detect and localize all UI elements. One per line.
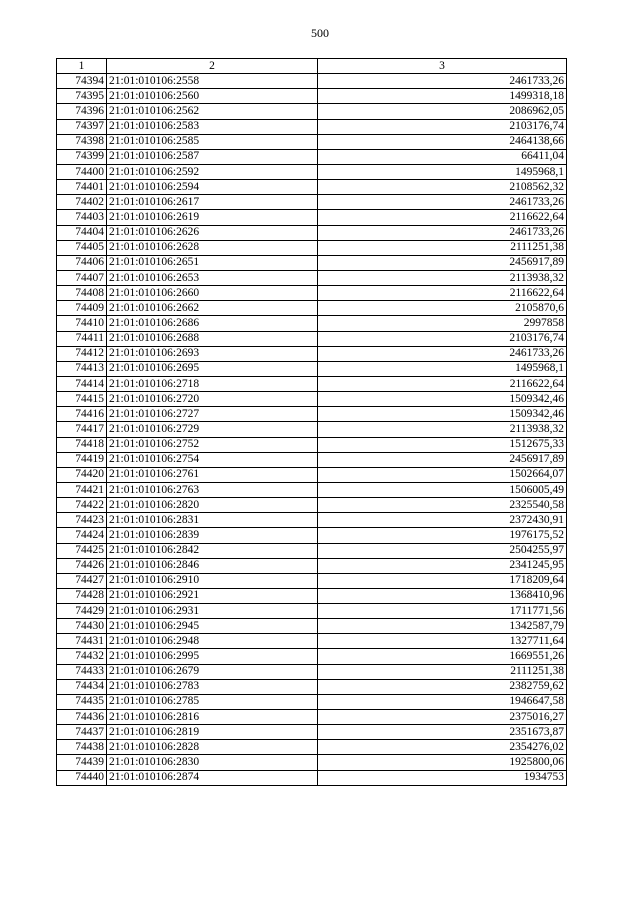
cadastral-value-cell: 2461733,26	[318, 74, 567, 89]
table-row	[57, 134, 567, 149]
row-number-cell: 74434	[57, 679, 107, 694]
column-header-1: 1	[57, 59, 107, 74]
table-row	[57, 225, 567, 240]
row-number-cell: 74397	[57, 119, 107, 134]
row-number-cell: 74412	[57, 346, 107, 361]
cadastral-number-cell: 21:01:010106:2720	[107, 392, 318, 407]
cadastral-value-cell: 2354276,02	[318, 740, 567, 755]
cadastral-value-cell: 1499318,18	[318, 89, 567, 104]
cadastral-value-cell: 2464138,66	[318, 134, 567, 149]
row-number-cell: 74435	[57, 694, 107, 709]
table-row	[57, 104, 567, 119]
table-row	[57, 528, 567, 543]
row-number-cell: 74426	[57, 558, 107, 573]
table-row	[57, 664, 567, 679]
cadastral-number-cell: 21:01:010106:2679	[107, 664, 318, 679]
table-row	[57, 619, 567, 634]
table-row	[57, 573, 567, 588]
row-number-cell: 74417	[57, 422, 107, 437]
table-row	[57, 467, 567, 482]
cadastral-number-cell: 21:01:010106:2560	[107, 89, 318, 104]
cadastral-value-cell: 2456917,89	[318, 255, 567, 270]
table-row	[57, 149, 567, 164]
row-number-cell: 74429	[57, 604, 107, 619]
cadastral-value-cell: 2116622,64	[318, 376, 567, 391]
column-header-2: 2	[107, 59, 318, 74]
cadastral-number-cell: 21:01:010106:2585	[107, 134, 318, 149]
cadastral-value-cell: 1976175,52	[318, 528, 567, 543]
cadastral-number-cell: 21:01:010106:2761	[107, 467, 318, 482]
table-row	[57, 392, 567, 407]
table-row	[57, 346, 567, 361]
cadastral-number-cell: 21:01:010106:2842	[107, 543, 318, 558]
cadastral-value-cell: 1946647,58	[318, 694, 567, 709]
row-number-cell: 74439	[57, 755, 107, 770]
cadastral-number-cell: 21:01:010106:2594	[107, 180, 318, 195]
cadastral-number-cell: 21:01:010106:2583	[107, 119, 318, 134]
table-row	[57, 694, 567, 709]
cadastral-value-cell: 1495968,1	[318, 361, 567, 376]
cadastral-value-cell: 2382759,62	[318, 679, 567, 694]
cadastral-value-cell: 1368410,96	[318, 588, 567, 603]
cadastral-number-cell: 21:01:010106:2729	[107, 422, 318, 437]
cadastral-value-cell: 2105870,6	[318, 301, 567, 316]
row-number-cell: 74425	[57, 543, 107, 558]
cadastral-value-cell: 2111251,38	[318, 240, 567, 255]
cadastral-number-cell: 21:01:010106:2783	[107, 679, 318, 694]
cadastral-number-cell: 21:01:010106:2931	[107, 604, 318, 619]
row-number-cell: 74414	[57, 376, 107, 391]
table-row	[57, 376, 567, 391]
table-row	[57, 255, 567, 270]
table-body	[57, 74, 567, 786]
row-number-cell: 74396	[57, 104, 107, 119]
cadastral-number-cell: 21:01:010106:2819	[107, 725, 318, 740]
table-row	[57, 422, 567, 437]
cadastral-number-cell: 21:01:010106:2831	[107, 513, 318, 528]
cadastral-value-cell: 2103176,74	[318, 119, 567, 134]
row-number-cell: 74420	[57, 467, 107, 482]
cadastral-number-cell: 21:01:010106:2688	[107, 331, 318, 346]
row-number-cell: 74422	[57, 498, 107, 513]
table-row	[57, 301, 567, 316]
cadastral-number-cell: 21:01:010106:2693	[107, 346, 318, 361]
row-number-cell: 74408	[57, 286, 107, 301]
cadastral-number-cell: 21:01:010106:2727	[107, 407, 318, 422]
row-number-cell: 74431	[57, 634, 107, 649]
cadastral-number-cell: 21:01:010106:2945	[107, 619, 318, 634]
cadastral-number-cell: 21:01:010106:2948	[107, 634, 318, 649]
row-number-cell: 74438	[57, 740, 107, 755]
row-number-cell: 74424	[57, 528, 107, 543]
cadastral-number-cell: 21:01:010106:2592	[107, 164, 318, 179]
cadastral-value-cell: 1506005,49	[318, 482, 567, 497]
cadastral-number-cell: 21:01:010106:2660	[107, 286, 318, 301]
cadastral-value-cell: 1502664,07	[318, 467, 567, 482]
cadastral-number-cell: 21:01:010106:2910	[107, 573, 318, 588]
table-row	[57, 89, 567, 104]
row-number-cell: 74440	[57, 770, 107, 785]
cadastral-value-cell: 2116622,64	[318, 286, 567, 301]
table-row	[57, 164, 567, 179]
cadastral-value-cell: 1512675,33	[318, 437, 567, 452]
table-row	[57, 770, 567, 785]
row-number-cell: 74415	[57, 392, 107, 407]
row-number-cell: 74410	[57, 316, 107, 331]
table-row	[57, 270, 567, 285]
cadastral-value-cell: 1509342,46	[318, 407, 567, 422]
row-number-cell: 74399	[57, 149, 107, 164]
row-number-cell: 74404	[57, 225, 107, 240]
row-number-cell: 74401	[57, 180, 107, 195]
table-row	[57, 755, 567, 770]
table-row	[57, 195, 567, 210]
row-number-cell: 74430	[57, 619, 107, 634]
row-number-cell: 74406	[57, 255, 107, 270]
table-row	[57, 604, 567, 619]
cadastral-number-cell: 21:01:010106:2752	[107, 437, 318, 452]
table-row	[57, 407, 567, 422]
row-number-cell: 74418	[57, 437, 107, 452]
row-number-cell: 74413	[57, 361, 107, 376]
cadastral-number-cell: 21:01:010106:2828	[107, 740, 318, 755]
cadastral-value-cell: 2103176,74	[318, 331, 567, 346]
table-row	[57, 543, 567, 558]
row-number-cell: 74416	[57, 407, 107, 422]
row-number-cell: 74402	[57, 195, 107, 210]
table-row	[57, 437, 567, 452]
row-number-cell: 74419	[57, 452, 107, 467]
cadastral-number-cell: 21:01:010106:2839	[107, 528, 318, 543]
row-number-cell: 74407	[57, 270, 107, 285]
row-number-cell: 74400	[57, 164, 107, 179]
table-row	[57, 558, 567, 573]
cadastral-number-cell: 21:01:010106:2686	[107, 316, 318, 331]
cadastral-number-cell: 21:01:010106:2626	[107, 225, 318, 240]
table-row	[57, 331, 567, 346]
cadastral-value-cell: 1711771,56	[318, 604, 567, 619]
cadastral-value-cell: 2504255,97	[318, 543, 567, 558]
cadastral-number-cell: 21:01:010106:2754	[107, 452, 318, 467]
row-number-cell: 74423	[57, 513, 107, 528]
row-number-cell: 74436	[57, 710, 107, 725]
cadastral-value-cell: 2461733,26	[318, 195, 567, 210]
row-number-cell: 74433	[57, 664, 107, 679]
row-number-cell: 74421	[57, 482, 107, 497]
row-number-cell: 74409	[57, 301, 107, 316]
table-row	[57, 240, 567, 255]
cadastral-value-cell: 2997858	[318, 316, 567, 331]
cadastral-value-cell: 2086962,05	[318, 104, 567, 119]
cadastral-value-cell: 2461733,26	[318, 346, 567, 361]
cadastral-number-cell: 21:01:010106:2558	[107, 74, 318, 89]
cadastral-number-cell: 21:01:010106:2874	[107, 770, 318, 785]
cadastral-value-table	[56, 58, 567, 786]
row-number-cell: 74432	[57, 649, 107, 664]
cadastral-number-cell: 21:01:010106:2995	[107, 649, 318, 664]
table-row	[57, 452, 567, 467]
table-row	[57, 513, 567, 528]
cadastral-number-cell: 21:01:010106:2617	[107, 195, 318, 210]
row-number-cell: 74437	[57, 725, 107, 740]
cadastral-value-cell: 2341245,95	[318, 558, 567, 573]
table-row	[57, 588, 567, 603]
table-row	[57, 180, 567, 195]
cadastral-value-cell: 1669551,26	[318, 649, 567, 664]
cadastral-number-cell: 21:01:010106:2718	[107, 376, 318, 391]
table-row	[57, 649, 567, 664]
cadastral-number-cell: 21:01:010106:2587	[107, 149, 318, 164]
cadastral-value-cell: 2375016,27	[318, 710, 567, 725]
cadastral-number-cell: 21:01:010106:2619	[107, 210, 318, 225]
cadastral-value-cell: 1495968,1	[318, 164, 567, 179]
row-number-cell: 74403	[57, 210, 107, 225]
table-row	[57, 119, 567, 134]
row-number-cell: 74405	[57, 240, 107, 255]
cadastral-value-cell: 2108562,32	[318, 180, 567, 195]
row-number-cell: 74394	[57, 74, 107, 89]
table-row	[57, 634, 567, 649]
cadastral-value-cell: 2113938,32	[318, 422, 567, 437]
cadastral-number-cell: 21:01:010106:2653	[107, 270, 318, 285]
cadastral-number-cell: 21:01:010106:2785	[107, 694, 318, 709]
cadastral-value-cell: 1509342,46	[318, 392, 567, 407]
table-row	[57, 710, 567, 725]
cadastral-number-cell: 21:01:010106:2816	[107, 710, 318, 725]
row-number-cell: 74427	[57, 573, 107, 588]
cadastral-value-cell: 1934753	[318, 770, 567, 785]
cadastral-value-cell: 1327711,64	[318, 634, 567, 649]
cadastral-value-cell: 2113938,32	[318, 270, 567, 285]
table-row	[57, 482, 567, 497]
page-number: 500	[311, 26, 329, 40]
cadastral-value-cell: 2461733,26	[318, 225, 567, 240]
cadastral-number-cell: 21:01:010106:2820	[107, 498, 318, 513]
row-number-cell: 74411	[57, 331, 107, 346]
cadastral-number-cell: 21:01:010106:2846	[107, 558, 318, 573]
row-number-cell: 74398	[57, 134, 107, 149]
cadastral-value-cell: 2351673,87	[318, 725, 567, 740]
table-row	[57, 210, 567, 225]
table-row	[57, 286, 567, 301]
cadastral-value-cell: 2116622,64	[318, 210, 567, 225]
table-header-row	[57, 59, 567, 74]
cadastral-number-cell: 21:01:010106:2662	[107, 301, 318, 316]
table-row	[57, 740, 567, 755]
cadastral-number-cell: 21:01:010106:2651	[107, 255, 318, 270]
table-row	[57, 361, 567, 376]
cadastral-value-cell: 2325540,58	[318, 498, 567, 513]
cadastral-value-cell: 2111251,38	[318, 664, 567, 679]
column-header-3: 3	[318, 59, 567, 74]
cadastral-value-cell: 1342587,79	[318, 619, 567, 634]
cadastral-value-cell: 2456917,89	[318, 452, 567, 467]
cadastral-value-cell: 1718209,64	[318, 573, 567, 588]
cadastral-number-cell: 21:01:010106:2830	[107, 755, 318, 770]
table-row	[57, 679, 567, 694]
cadastral-number-cell: 21:01:010106:2628	[107, 240, 318, 255]
cadastral-number-cell: 21:01:010106:2695	[107, 361, 318, 376]
cadastral-number-cell: 21:01:010106:2763	[107, 482, 318, 497]
cadastral-number-cell: 21:01:010106:2921	[107, 588, 318, 603]
table-row	[57, 498, 567, 513]
table-row	[57, 74, 567, 89]
row-number-cell: 74395	[57, 89, 107, 104]
cadastral-value-cell: 1925800,06	[318, 755, 567, 770]
table-row	[57, 316, 567, 331]
cadastral-number-cell: 21:01:010106:2562	[107, 104, 318, 119]
table-row	[57, 725, 567, 740]
row-number-cell: 74428	[57, 588, 107, 603]
cadastral-value-cell: 66411,04	[318, 149, 567, 164]
cadastral-value-cell: 2372430,91	[318, 513, 567, 528]
